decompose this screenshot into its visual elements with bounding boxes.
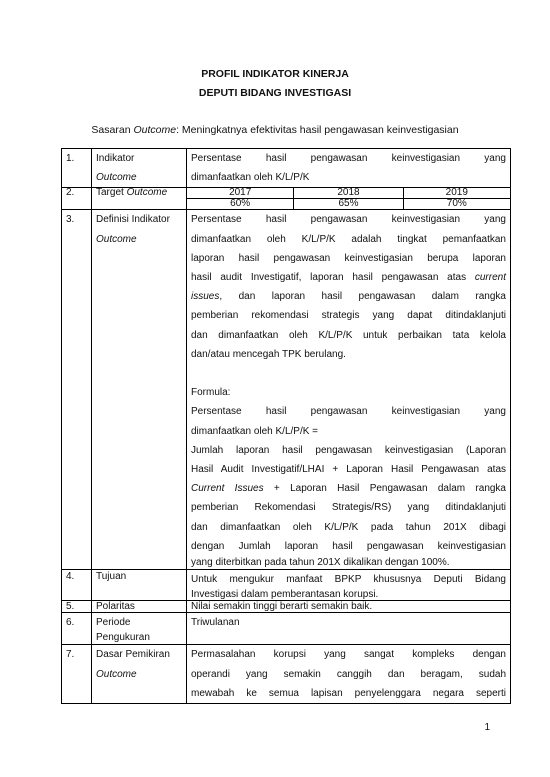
definition-content [187,210,511,570]
row-content [187,149,511,188]
label-line: Outcome [96,668,137,680]
label-line: Outcome [96,172,137,184]
row-content: Nilai semakin tinggi berarti semakin baik. [187,601,511,613]
table-row [62,613,511,645]
content-line: dan/atau mencegah TPK berulang. [191,348,346,360]
content-text: + Laporan Hasil Pengawasan dalam rangka [263,483,506,495]
content-italic: issues [191,291,220,303]
content-line: dimanfaatkan oleh K/L/P/K adalah tingkat pemanfaatkan [191,233,506,245]
row-label [92,188,187,210]
content-text: , dan laporan hasil pengawasan dalam rangka [219,291,506,303]
label-line: Definisi Indikator [96,214,170,226]
row-number: 1. [62,149,92,188]
content-line [191,287,506,306]
content-line [191,479,506,498]
indicator-profile-table [61,148,511,704]
content-line: dimanfaatkan oleh K/L/P/K = [191,425,319,437]
target-table [187,188,510,209]
row-number: 7. [62,645,92,704]
document-title: PROFIL INDIKATOR KINERJA [201,68,349,80]
content-line: laporan hasil pengawasan keinvestigasian berupa laporan [191,252,506,264]
content-line: Jumlah laporan hasil pengawasan keinvestigasian (Laporan [191,444,506,456]
content-italic: Current Issues [191,483,264,495]
row-label [92,149,187,188]
row-label [92,210,187,570]
content-line: Persentase hasil pengawasan keinvestigasian yang [191,406,506,418]
sasaran-prefix: Sasaran [91,124,134,136]
formula-label: Formula: [191,387,231,399]
target-values-row [187,199,510,210]
content-line: Permasalahan korupsi yang sangat kompleks dengan [191,649,506,661]
row-number: 2. [62,188,92,210]
target-year: 2018 [294,188,403,199]
target-year: 2017 [187,188,294,199]
label-line: Pengukuran [96,632,150,644]
sasaran-text: : Meningkatnya efektivitas hasil pengawasan keinvestigasian [176,124,459,136]
content-line: pemberian Rekomendasi Strategis/RS) yang ditindaklanjuti [191,502,506,514]
content-line: Untuk mengukur manfaat BPKP khususnya Deputi Bidang [191,574,506,586]
content-line: dan dimanfaatkan oleh K/L/P/K pada tahun 201X dibagi [191,521,506,533]
label-text: Target [96,187,127,199]
table-row [62,210,511,570]
row-number: 3. [62,210,92,570]
content-line: yang diterbitkan pada tahun 201X dikalikan dengan 100%. [191,557,450,569]
row-label: Tujuan [92,570,187,601]
target-years-row [187,188,510,199]
content-line: Persentase hasil pengawasan keinvestigasian yang [191,153,506,164]
blank-line [191,364,506,383]
target-value: 60% [187,199,294,210]
page-number: 1 [484,722,490,733]
content-line: Hasil Audit Investigatif/LHAI + Laporan Hasil Pengawasan atas [191,464,506,476]
content-text: hasil audit Investigatif, laporan hasil pengawasan atas [191,272,475,284]
table-row [62,188,511,210]
content-line: dan dimanfaatkan oleh K/L/P/K untuk perbaikan tata kelola [191,329,506,341]
row-label [92,645,187,704]
label-line: Dasar Pemikiran [96,649,170,661]
content-line [191,268,506,287]
row-number: 5. [62,601,92,613]
target-cell [187,188,511,210]
table-row [62,645,511,704]
document-subtitle: DEPUTI BIDANG INVESTIGASI [198,87,352,99]
content-line: pemberian rekomendasi strategis yang dapat ditindaklanjuti [191,310,506,322]
content-line: dimanfaatkan oleh K/L/P/K [191,172,310,184]
content-line: Investigasi dalam pemberantasan korupsi. [191,589,379,601]
table-row [62,149,511,188]
sasaran-italic: Outcome [133,124,177,136]
target-year: 2019 [403,188,510,199]
sasaran-outcome [0,124,550,136]
table-row [62,601,511,613]
content-line: Persentase hasil pengawasan keinvestigasian yang [191,214,506,226]
row-content: Triwulanan [187,613,511,645]
label-line: Periode [96,617,131,629]
label-italic: Outcome [126,187,168,199]
content-line: mewabah ke semua lapisan penyelenggara negara seperti [191,687,506,699]
row-content [187,645,511,704]
content-line: operandi yang semakin canggih dan beragam, sudah [191,668,506,680]
table-row [62,570,511,601]
row-number: 4. [62,570,92,601]
target-value: 65% [294,199,403,210]
row-label: Polaritas [92,601,187,613]
row-label [92,613,187,645]
label-line: Outcome [96,233,137,245]
content-line: dengan Jumlah laporan hasil pengawasan keinvestigasian [191,540,506,552]
content-italic: current [474,272,506,284]
label-line: Indikator [96,153,135,164]
row-number: 6. [62,613,92,645]
row-content [187,570,511,601]
target-value: 70% [403,199,510,210]
